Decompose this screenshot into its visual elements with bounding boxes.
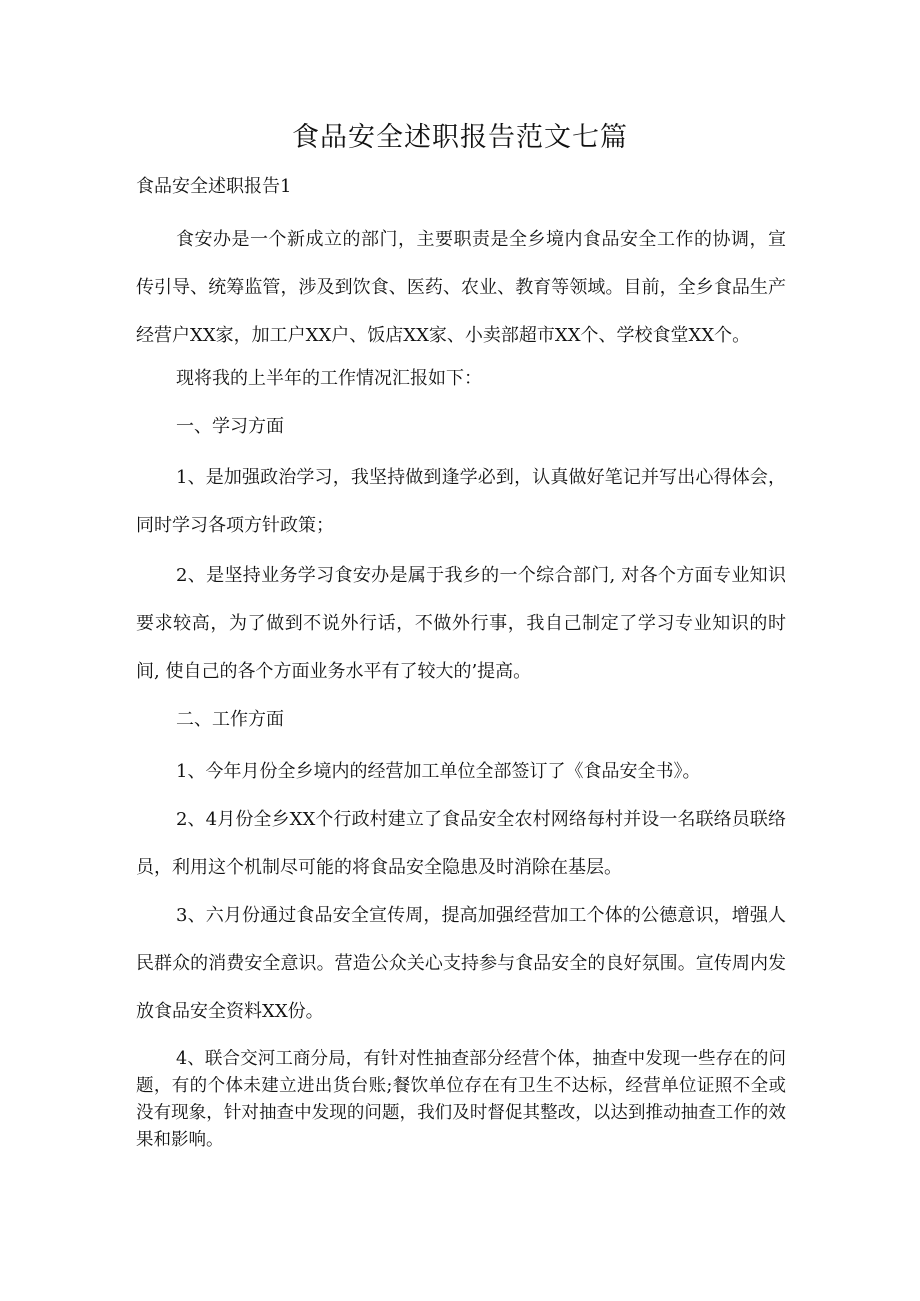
intro-paragraph: 食安办是一个新成立的部门，主要职责是全乡境内食品安全工作的协调，宣传引导、统筹监管，涉及到饮食、医药、农业、教育等领域。目前，全乡食品生产经营户XX家，加工户XX户、饭店XX家、小卖部超市XX个、学校食堂XX个。 [136, 229, 786, 346]
document-title: 食品安全述职报告范文七篇 [292, 122, 628, 153]
section-2-item-2: 2、4月份全乡XX个行政村建立了食品安全农村网络每村并设一名联络员联络员，利用这个机制尽可能的将食品安全隐患及时消除在基层。 [136, 809, 786, 878]
section-2-heading: 二、工作方面 [176, 709, 284, 730]
section-1-heading: 一、学习方面 [176, 416, 284, 437]
section-2-item-4: 4、联合交河工商分局，有针对性抽查部分经营个体，抽查中发现一些存在的问题，有的个体未建立进出货台账;餐饮单位存在有卫生不达标，经营单位证照不全或没有现象，针对抽查中发现的问题，我们及时督促其整改，以达到推动抽查工作的效果和影响。 [136, 1049, 786, 1150]
document-subtitle: 食品安全述职报告1 [136, 176, 292, 197]
section-1-item-1: 1、是加强政治学习，我坚持做到逢学必到，认真做好笔记并写出心得体会，同时学习各项方针政策； [136, 467, 786, 536]
section-2-item-3: 3、六月份通过食品安全宣传周，提高加强经营加工个体的公德意识，增强人民群众的消费安全意识。营造公众关心支持参与食品安全的良好氛围。宣传周内发放食品安全资料XX份。 [136, 905, 786, 1022]
section-1-item-2: 2、是坚持业务学习食安办是属于我乡的一个综合部门, 对各个方面专业知识要求较高，为了做到不说外行话，不做外行事，我自己制定了学习专业知识的时间, 使自己的各个方面业务水平有了较大的’提高。 [136, 565, 786, 682]
report-intro-line: 现将我的上半年的工作情况汇报如下： [176, 368, 482, 389]
section-2-item-1: 1、今年月份全乡境内的经营加工单位全部签订了《食品安全书》。 [176, 761, 701, 782]
